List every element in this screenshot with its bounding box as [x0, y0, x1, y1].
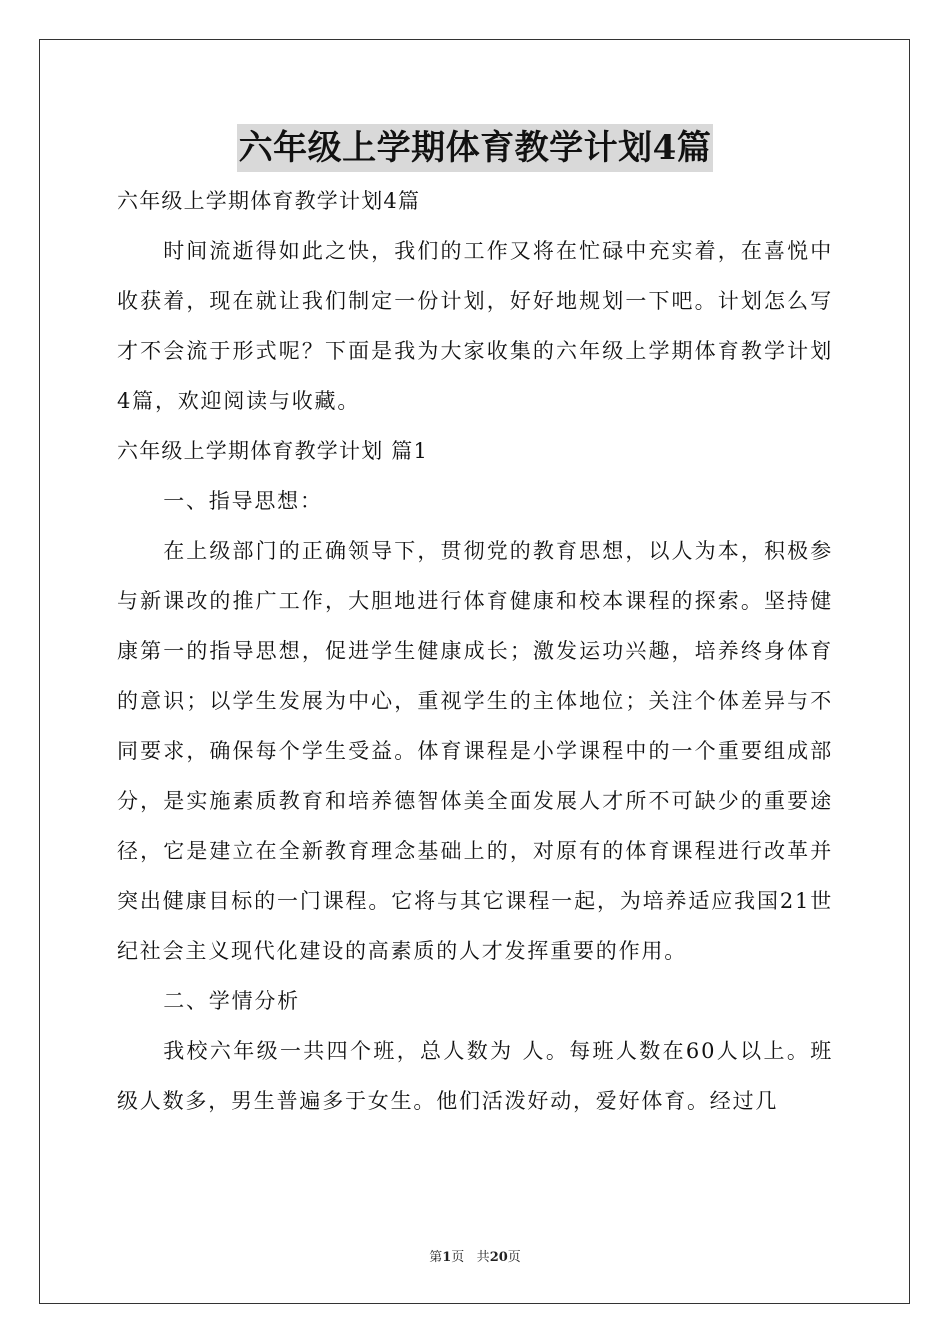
- footer-prefix: 第: [429, 1250, 443, 1265]
- footer-page-number: 1: [442, 1250, 452, 1265]
- footer-total-prefix: 共: [476, 1250, 490, 1265]
- footer-page-unit: 页: [451, 1250, 465, 1265]
- title-wrap: [117, 124, 833, 174]
- footer-total-pages: 20: [489, 1250, 508, 1265]
- section-title: 六年级上学期体育教学计划 篇1: [117, 439, 429, 463]
- document-subtitle: 六年级上学期体育教学计划4篇: [117, 189, 421, 213]
- heading-guiding-thought: 一、指导思想：: [163, 489, 323, 513]
- heading-student-analysis: 二、学情分析: [163, 989, 300, 1013]
- page-footer: [0, 1246, 950, 1265]
- intro-paragraph: 时间流逝得如此之快，我们的工作又将在忙碌中充实着，在喜悦中收获着，现在就让我们制定一份计划，好好地规划一下吧。计划怎么写才不会流于形式呢？下面是我为大家收集的六年级上学期体育教学计划4篇，欢迎阅读与收藏。: [117, 239, 833, 413]
- document-title: 六年级上学期体育教学计划4篇: [237, 124, 714, 172]
- footer-total-unit: 页: [507, 1250, 521, 1265]
- document-body: [117, 124, 833, 1126]
- paragraph-student-analysis: 我校六年级一共四个班，总人数为 人。每班人数在60人以上。班级人数多，男生普遍多于女生。他们活泼好动，爱好体育。经过几: [117, 1039, 833, 1113]
- paragraph-guiding-thought: 在上级部门的正确领导下，贯彻党的教育思想，以人为本，积极参与新课改的推广工作，大胆地进行体育健康和校本课程的探索。坚持健康第一的指导思想，促进学生健康成长；激发运功兴趣，培养终身体育的意识；以学生发展为中心，重视学生的主体地位；关注个体差异与不同要求，确保每个学生受益。体育课程是小学课程中的一个重要组成部分，是实施素质教育和培养德智体美全面发展人才所不可缺少的重要途径，它是建立在全新教育理念基础上的，对原有的体育课程进行改革并突出健康目标的一门课程。它将与其它课程一起，为培养适应我国21世纪社会主义现代化建设的高素质的人才发挥重要的作用。: [117, 539, 833, 963]
